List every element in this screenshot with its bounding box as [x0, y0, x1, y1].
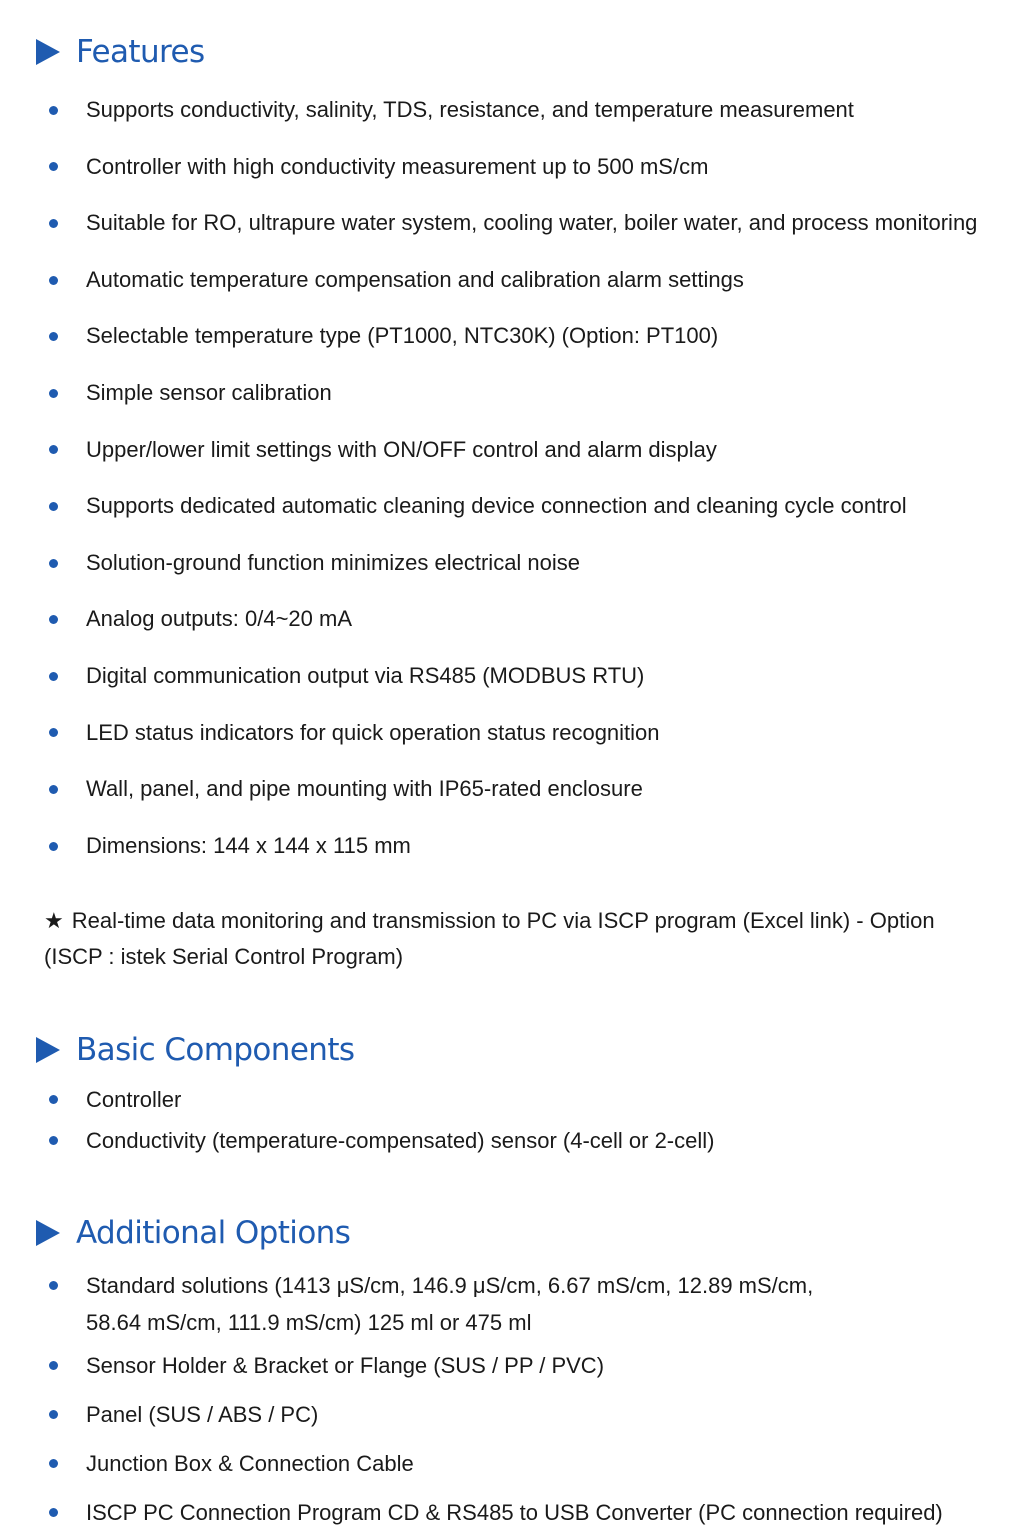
list-item-text: Sensor Holder & Bracket or Flange (SUS / PP / PVC) [86, 1353, 605, 1378]
list-item-text: Analog outputs: 0/4~20 mA [86, 606, 353, 632]
bullet-icon [49, 139, 58, 196]
list-item-text: Standard solutions (1413 μS/cm, 146.9 μS/cm, 6.67 mS/cm, 12.89 mS/cm, [86, 1273, 814, 1298]
note-line-2: (ISCP : istek Serial Control Program) [44, 944, 404, 969]
list-item [0, 252, 977, 309]
basic-components-heading [36, 1030, 354, 1070]
bullet-icon [49, 365, 58, 422]
list-item [0, 535, 977, 592]
additional-options-list [0, 1264, 943, 1540]
list-item [0, 1344, 943, 1393]
list-item-text: Junction Box & Connection Cable [86, 1451, 414, 1476]
list-item [0, 1491, 943, 1540]
bullet-icon [49, 1442, 58, 1485]
list-item [0, 591, 977, 648]
list-item-text: Simple sensor calibration [86, 379, 332, 405]
list-item [0, 1079, 714, 1120]
note-line-1 [44, 903, 935, 939]
list-item [0, 82, 977, 139]
list-item [0, 648, 977, 705]
bullet-icon [49, 705, 58, 762]
list-item-text: Panel (SUS / ABS / PC) [86, 1402, 319, 1427]
list-item-text: Dimensions: 144 x 144 x 115 mm [86, 832, 411, 858]
list-item-text: Controller with high conductivity measurement up to 500 mS/cm [86, 153, 709, 179]
bullet-icon [49, 252, 58, 309]
features-heading [36, 32, 205, 72]
features-heading-text: Features [76, 34, 205, 70]
list-item [0, 139, 977, 196]
bullet-icon [49, 535, 58, 592]
list-item-text: Wall, panel, and pipe mounting with IP65-rated enclosure [86, 776, 643, 802]
bullet-icon [49, 308, 58, 365]
list-item [0, 1442, 943, 1491]
features-note [44, 903, 935, 974]
list-item [0, 761, 977, 818]
triangle-right-icon [36, 39, 60, 65]
additional-options-heading [36, 1213, 350, 1253]
list-item-text: Supports dedicated automatic cleaning device connection and cleaning cycle control [86, 493, 907, 519]
list-item [0, 705, 977, 762]
note-line-1-text: Real-time data monitoring and transmission to PC via ISCP program (Excel link) - Option [71, 908, 935, 933]
list-item-text: Suitable for RO, ultrapure water system, cooling water, boiler water, and process monitoring [86, 210, 978, 236]
bullet-icon [49, 478, 58, 535]
list-item [0, 1393, 943, 1442]
list-item-text: Controller [86, 1087, 182, 1112]
basic-components-list [0, 1079, 714, 1161]
list-item-text: LED status indicators for quick operation status recognition [86, 719, 660, 745]
bullet-icon [49, 1344, 58, 1387]
bullet-icon [49, 82, 58, 139]
bullet-icon [49, 648, 58, 705]
bullet-icon [49, 818, 58, 875]
star-icon: ★ [44, 909, 64, 934]
list-item-text-continued: 58.64 mS/cm, 111.9 mS/cm) 125 ml or 475 ml [86, 1310, 532, 1335]
list-item [0, 818, 977, 875]
list-item [0, 365, 977, 422]
list-item-text: Digital communication output via RS485 (MODBUS RTU) [86, 662, 645, 688]
list-item-text: Automatic temperature compensation and calibration alarm settings [86, 266, 744, 292]
features-list [0, 82, 977, 874]
bullet-icon [49, 1491, 58, 1534]
list-item-text: Supports conductivity, salinity, TDS, resistance, and temperature measurement [86, 97, 854, 122]
bullet-icon [49, 591, 58, 648]
list-item-text: ISCP PC Connection Program CD & RS485 to USB Converter (PC connection required) [86, 1500, 943, 1525]
additional-options-heading-text: Additional Options [76, 1215, 351, 1251]
bullet-icon [49, 1393, 58, 1436]
list-item [0, 1120, 714, 1161]
list-item [0, 478, 977, 535]
triangle-right-icon [36, 1037, 60, 1063]
bullet-icon [49, 195, 58, 252]
bullet-icon [49, 1120, 58, 1161]
bullet-icon [49, 422, 58, 479]
list-item [0, 422, 977, 479]
triangle-right-icon [36, 1220, 60, 1246]
basic-components-heading-text: Basic Components [76, 1032, 355, 1068]
list-item [0, 195, 977, 252]
list-item-text: Selectable temperature type (PT1000, NTC30K) (Option: PT100) [86, 323, 719, 349]
list-item-text: Solution-ground function minimizes electrical noise [86, 549, 581, 575]
bullet-icon [49, 1079, 58, 1120]
list-item [0, 1264, 846, 1344]
list-item [0, 308, 977, 365]
list-item-text: Conductivity (temperature-compensated) sensor (4-cell or 2-cell) [86, 1128, 715, 1153]
bullet-icon [49, 1264, 58, 1307]
bullet-icon [49, 761, 58, 818]
list-item-text: Upper/lower limit settings with ON/OFF control and alarm display [86, 436, 717, 462]
